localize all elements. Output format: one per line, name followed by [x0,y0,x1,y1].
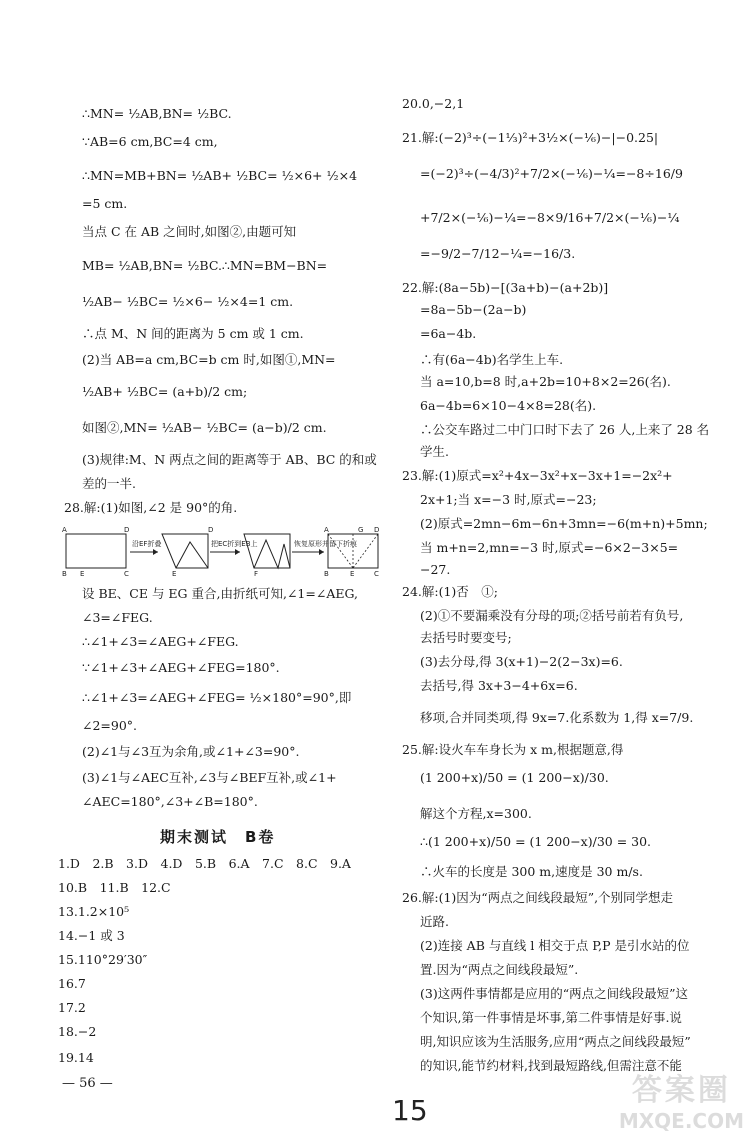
right-line-3: =(−2)³÷(−4/3)²+7/2×(−⅙)−¼=−8÷16/9 [420,166,683,181]
svg-text:D: D [374,526,380,534]
right-line-29: ∴火车的长度是 300 m,速度是 30 m/s. [420,864,643,879]
left-line-23: ∠AEC=180°,∠3+∠B=180°. [82,794,258,809]
left-line-13: 差的一半. [82,476,136,491]
right-line-5: =−9/2−7/12−¼=−16/3. [420,246,576,261]
watermark [619,1065,744,1133]
right-line-32: (2)连接 AB 与直线 l 相交于点 P,P 是引水站的位 [420,938,690,953]
left-line-3: ∴MN=MB+BN= ½AB+ ½BC= ½×6+ ½×4 [82,168,358,183]
right-line-15: 2x+1;当 x=−3 时,原式=−23; [420,492,597,507]
right-line-14: 23.解:(1)原式=x²+4x−3x²+x−3x+1=−2x²+ [402,468,673,483]
answer-line-8: 18.−2 [58,1024,97,1039]
right-line-36: 明,知识应该为生活服务,应用“两点之间线段最短” [420,1034,691,1049]
right-line-28: ∴(1 200+x)/50 = (1 200−x)/30 = 30. [420,834,652,849]
left-line-18: ∵∠1+∠3+∠AEG+∠FEG=180°. [82,660,280,675]
left-line-1: ∴MN= ½AB,BN= ½BC. [82,106,232,121]
answer-line-9: 19.14 [58,1050,94,1065]
handwritten-number: 15 [392,1094,428,1127]
left-line-2: ∵AB=6 cm,BC=4 cm, [82,134,218,149]
left-line-17: ∴∠1+∠3=∠AEG+∠FEG. [82,634,239,649]
left-line-14: 28.解:(1)如图,∠2 是 90°的角. [64,500,238,515]
watermark-url: MXQE.COM [618,1109,744,1133]
left-line-10: ½AB+ ½BC= (a+b)/2 cm; [82,384,248,399]
right-line-23: 去括号,得 3x+3−4+6x=6. [420,678,578,693]
svg-text:F: F [254,570,259,578]
folding-figure [58,522,383,582]
right-line-30: 26.解:(1)因为“两点之间线段最短”,个别同学想走 [402,890,674,905]
left-line-6: MB= ½AB,BN= ½BC.∴MN=BM−BN= [82,258,328,273]
right-line-9: ∴有(6a−4b)名学生上车. [420,352,564,367]
right-line-21: 去括号时要变号; [420,630,512,645]
svg-text:C: C [124,570,129,578]
svg-text:D: D [124,526,130,534]
right-line-8: =6a−4b. [420,326,477,341]
answer-line-4: 14.−1 或 3 [58,928,125,943]
svg-text:G: G [358,526,364,534]
svg-text:E: E [172,570,177,578]
page-number: — 56 — [62,1076,113,1091]
right-line-6: 22.解:(8a−5b)−[(3a+b)−(a+2b)] [402,280,609,295]
left-line-15: 设 BE、CE 与 EG 重合,由折纸可知,∠1=∠AEG, [82,586,358,601]
left-line-22: (3)∠1与∠AEC互补,∠3与∠BEF互补,或∠1+ [82,770,337,785]
right-line-20: (2)①不要漏乘没有分母的项;②括号前若有负号, [420,608,684,623]
right-line-12: ∴公交车路过二中门口时下去了 26 人,上来了 28 名 [420,422,710,437]
right-line-19: 24.解:(1)否 ①; [402,584,499,599]
left-line-9: (2)当 AB=a cm,BC=b cm 时,如图①,MN= [82,352,336,367]
svg-text:A: A [324,526,329,534]
right-line-10: 当 a=10,b=8 时,a+2b=10+8×2=26(名). [420,374,671,389]
left-line-21: (2)∠1与∠3互为余角,或∠1+∠3=90°. [82,744,300,759]
right-line-22: (3)去分母,得 3(x+1)−2(2−3x)=6. [420,654,623,669]
section-heading: 期末测试 B卷 [160,828,276,846]
right-line-34: (3)这两件事情都是应用的“两点之间线段最短”这 [420,986,688,1001]
right-line-27: 解这个方程,x=300. [420,806,532,821]
right-line-37: 的知识,能节约材料,找到最短路线,但需注意不能 [420,1058,682,1073]
right-line-1: 20.0,−2,1 [402,96,465,111]
svg-text:E: E [350,570,355,578]
answer-line-1: 1.D 2.B 3.D 4.D 5.B 6.A 7.C 8.C 9.A [58,856,351,871]
svg-text:A: A [62,526,67,534]
left-line-12: (3)规律:M、N 两点之间的距离等于 AB、BC 的和或 [82,452,377,467]
right-line-17: 当 m+n=2,mn=−3 时,原式=−6×2−3×5= [420,540,679,555]
right-line-24: 移项,合并同类项,得 9x=7.化系数为 1,得 x=7/9. [420,710,694,725]
right-line-35: 个知识,第一件事情是坏事,第二件事情是好事.说 [420,1010,682,1025]
svg-text:B: B [324,570,329,578]
fold-step-1: 沿EF折叠 [132,540,162,548]
right-line-2: 21.解:(−2)³÷(−1⅓)²+3½×(−⅙)−|−0.25| [402,130,659,145]
answer-line-2: 10.B 11.B 12.C [58,880,171,895]
answer-line-5: 15.110°29′30″ [58,952,148,967]
svg-text:B: B [62,570,67,578]
left-line-11: 如图②,MN= ½AB− ½BC= (a−b)/2 cm. [82,420,327,435]
left-line-4: =5 cm. [82,196,128,211]
answer-line-3: 13.1.2×10⁵ [58,904,130,919]
right-line-13: 学生. [420,444,449,459]
left-line-16: ∠3=∠FEG. [82,610,153,625]
right-line-31: 近路. [420,914,449,929]
right-line-26: (1 200+x)/50 = (1 200−x)/30. [420,770,609,785]
right-line-16: (2)原式=2mn−6m−6n+3mn=−6(m+n)+5mn; [420,516,708,531]
left-line-7: ½AB− ½BC= ½×6− ½×4=1 cm. [82,294,294,309]
left-line-8: ∴点 M、N 间的距离为 5 cm 或 1 cm. [82,326,304,341]
svg-text:E: E [80,570,85,578]
right-line-33: 置.因为“两点之间线段最短”. [420,962,579,977]
right-line-7: =8a−5b−(2a−b) [420,302,527,317]
left-line-19: ∴∠1+∠3=∠AEG+∠FEG= ½×180°=90°,即 [82,690,352,705]
left-line-5: 当点 C 在 AB 之间时,如图②,由题可知 [82,224,297,239]
right-line-4: +7/2×(−⅙)−¼=−8×9/16+7/2×(−⅙)−¼ [420,210,680,225]
fold-step-2: 把EC折到EB上 [211,540,258,548]
answer-line-7: 17.2 [58,1000,86,1015]
svg-text:C: C [374,570,379,578]
watermark-logo: 答案圈 [631,1073,731,1108]
svg-text:D: D [208,526,214,534]
right-line-11: 6a−4b=6×10−4×8=28(名). [420,398,597,413]
answer-line-6: 16.7 [58,976,86,991]
right-line-25: 25.解:设火车车身长为 x m,根据题意,得 [402,742,624,757]
right-line-18: −27. [420,562,451,577]
fold-step-3: 恢复原形并留下折痕 [294,540,357,548]
left-line-20: ∠2=90°. [82,718,138,733]
